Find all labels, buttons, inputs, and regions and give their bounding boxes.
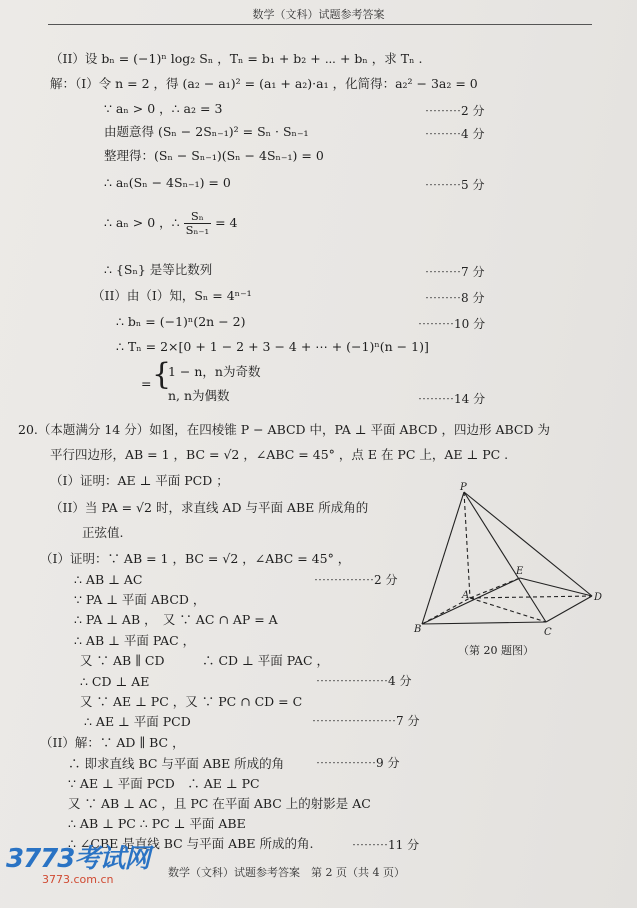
site-watermark (6, 838, 149, 886)
proof-step-7: ∴ CD ⊥ AE (80, 674, 150, 689)
edge-CD (546, 596, 592, 622)
proof-step-8: 又 ∵ AE ⊥ PC ，又 ∵ PC ∩ CD = C (80, 694, 303, 709)
solution-step-3: 由题意得 (Sₙ − 2Sₙ₋₁)² = Sₙ · Sₙ₋₁ (104, 124, 309, 139)
part2-score-11: ⋯⋯⋯11 分 (352, 838, 420, 852)
page-header: 数学（文科）试题参考答案 (252, 8, 385, 21)
fraction-sn-over-sn1 (184, 210, 212, 237)
proof-score-7: ⋯⋯⋯⋯⋯⋯⋯7 分 (312, 714, 420, 728)
proof-score-2: ⋯⋯⋯⋯⋯2 分 (314, 573, 398, 587)
q20-part1: （I）证明：AE ⊥ 平面 PCD ； (50, 473, 229, 488)
edge-AC-hidden (470, 598, 546, 622)
part2-solution-step-2: ∴ 即求直线 BC 与平面 ABE 所成的角 (68, 756, 285, 771)
fraction-numerator: Sₙ (184, 210, 212, 224)
step6-prefix: ∴ aₙ > 0 ，∴ (104, 215, 180, 230)
part2-solution-step-5: ∴ AB ⊥ PC ∴ PC ⊥ 平面 ABE (68, 816, 246, 831)
edge-AE-hidden (470, 578, 520, 598)
proof-step-3: ∵ PA ⊥ 平面 ABCD ， (74, 592, 206, 607)
figure-caption: （第 20 题图） (458, 644, 534, 657)
edge-PC (464, 492, 546, 622)
label-A: A (462, 590, 470, 601)
score-8: ⋯⋯⋯8 分 (425, 291, 485, 305)
proof-step-5: ∴ AB ⊥ 平面 PAC ， (74, 633, 196, 648)
part2-solution-step-1: （II）解：∵ AD ∥ BC ， (40, 735, 185, 750)
piecewise-brace: { (152, 357, 172, 392)
label-C: C (544, 627, 552, 638)
proof-step-9: ∴ AE ⊥ 平面 PCD (84, 714, 191, 729)
q20-statement-line2: 平行四边形，AB = 1 ，BC = √2 ，∠ABC = 45° ，点 E 在 PC 上，AE ⊥ PC . (50, 447, 509, 462)
part2-solution-step-3: ∵ AE ⊥ 平面 PCD ∴ AE ⊥ PC (68, 776, 260, 791)
solution-part2-step-3: ∴ Tₙ = 2×[0 + 1 − 2 + 3 − 4 + ⋯ + (−1)ⁿ(n − 1)] (116, 339, 429, 354)
solution-step-7: ∴ {Sₙ} 是等比数列 (104, 262, 213, 277)
q20-part2: （II）当 PA = √2 时，求直线 AD 与平面 ABE 所成角的 (50, 500, 369, 515)
q20-part2-cont: 正弦值. (82, 525, 124, 540)
piecewise-case-odd: 1 − n，n为奇数 (168, 364, 261, 379)
proof-step-6: 又 ∵ AB ∥ CD ∴ CD ⊥ 平面 PAC ， (80, 653, 330, 668)
edge-BC (422, 622, 546, 624)
score-5: ⋯⋯⋯5 分 (425, 178, 485, 192)
score-4: ⋯⋯⋯4 分 (425, 127, 485, 141)
solution-step-6 (104, 208, 238, 238)
solution-step-2: ∵ aₙ > 0 ，∴ a₂ = 3 (104, 101, 223, 116)
pyramid-figure (412, 480, 602, 640)
label-E: E (516, 566, 524, 577)
solution-step-5: ∴ aₙ(Sₙ − 4Sₙ₋₁) = 0 (104, 175, 231, 190)
score-10: ⋯⋯⋯10 分 (418, 317, 486, 331)
solution-part2-step-1: （II）由（I）知，Sₙ = 4ⁿ⁻¹ (92, 288, 252, 303)
part2-solution-step-4: 又 ∵ AB ⊥ AC ，且 PC 在平面 ABC 上的射影是 AC (68, 796, 371, 811)
score-7: ⋯⋯⋯7 分 (425, 265, 485, 279)
piecewise-case-even: n, n为偶数 (168, 388, 230, 403)
proof-step-2: ∴ AB ⊥ AC (74, 572, 143, 587)
q20-statement-line1: 20.（本题满分 14 分）如图，在四棱锥 P − ABCD 中，PA ⊥ 平面 ABCD ，四边形 ABCD 为 (18, 422, 550, 437)
part2-solution-step-6: ∴ ∠CBE 是直线 BC 与平面 ABE 所成的角. (68, 836, 314, 851)
proof-step-1: （I）证明：∵ AB = 1 ，BC = √2 ，∠ABC = 45° ， (40, 551, 351, 566)
step6-suffix: = 4 (215, 215, 238, 230)
watermark-url: 3773.com.cn (42, 873, 114, 886)
fraction-denominator: Sₙ₋₁ (185, 223, 210, 237)
score-14: ⋯⋯⋯14 分 (418, 392, 486, 406)
part2-score-9: ⋯⋯⋯⋯⋯9 分 (316, 756, 400, 770)
proof-score-4: ⋯⋯⋯⋯⋯⋯4 分 (316, 674, 412, 688)
solution-step-1: 解：（I）令 n = 2 ，得 (a₂ − a₁)² = (a₁ + a₂)·a₁ ，化简得：a₂² − 3a₂ = 0 (50, 76, 478, 91)
header-rule (48, 24, 592, 25)
q19-part2-statement: （II）设 bₙ = (−1)ⁿ log₂ Sₙ ，Tₙ = b₁ + b₂ + ⋯ + bₙ ，求 Tₙ . (50, 51, 423, 66)
proof-step-4: ∴ PA ⊥ AB ， 又 ∵ AC ∩ AP = A (74, 612, 278, 627)
piecewise-equals: = (141, 376, 152, 391)
solution-part2-step-2: ∴ bₙ = (−1)ⁿ(2n − 2) (116, 314, 246, 329)
edge-PA-hidden (464, 492, 470, 598)
label-D: D (594, 592, 602, 603)
watermark-logo: 3773考试网 (6, 844, 150, 874)
label-B: B (414, 624, 422, 635)
score-2: ⋯⋯⋯2 分 (425, 104, 485, 118)
edge-BE (422, 578, 520, 624)
page-footer: 数学（文科）试题参考答案 第 2 页（共 4 页） (168, 866, 405, 879)
edge-PB (422, 492, 464, 624)
solution-step-4: 整理得：(Sₙ − Sₙ₋₁)(Sₙ − 4Sₙ₋₁) = 0 (104, 148, 324, 163)
label-P: P (460, 482, 467, 493)
